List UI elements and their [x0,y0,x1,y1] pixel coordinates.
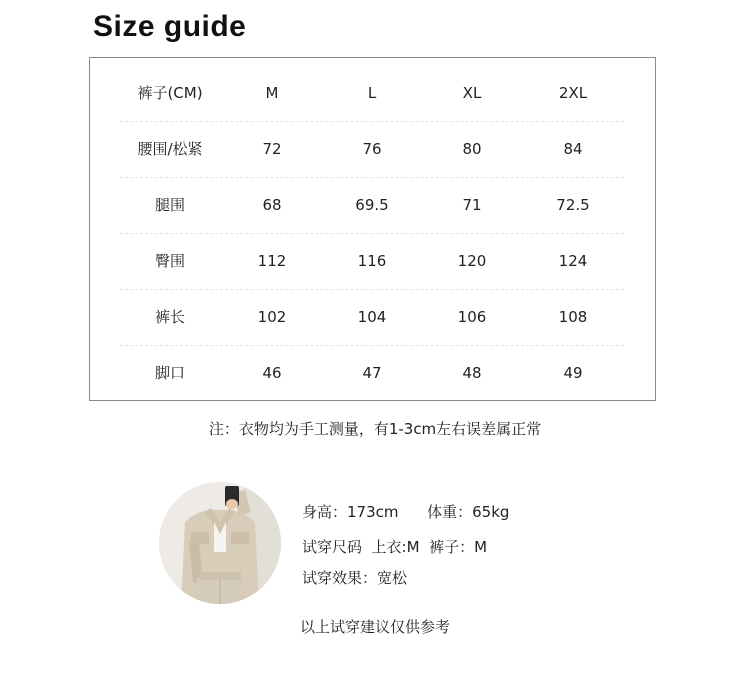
table-cell: 47 [362,364,382,382]
model-illustration [159,482,281,604]
column-header: 裤子(CM) [137,84,203,102]
row-label: 裤长 [154,308,185,326]
row-label: 脚口 [154,364,185,382]
table-cell: 76 [362,140,382,158]
table-cell: 71 [462,196,482,214]
table-cell: 69.5 [355,196,389,214]
table-cell: 102 [257,308,287,326]
model-try-size: 试穿尺码 上衣:M 裤子：M [302,538,488,556]
table-cell: 120 [457,252,487,270]
table-cell: 49 [563,364,583,382]
model-height: 身高：173cm [302,503,399,521]
table-cell: 108 [558,308,588,326]
page-title: Size guide [93,10,247,43]
table-cell: 68 [262,196,282,214]
table-cell: 46 [262,364,282,382]
model-weight: 体重：65kg [427,503,510,521]
table-cell: 104 [357,308,387,326]
table-row [120,289,624,346]
table-cell: 72 [262,140,282,158]
table-cell: 84 [563,140,583,158]
table-cell: 72.5 [556,196,590,214]
table-cell: 106 [457,308,487,326]
row-label: 腰围/松紧 [137,140,203,158]
footer-note: 以上试穿建议仅供参考 [299,618,450,636]
table-header-row [120,65,624,122]
column-header: M [265,84,279,102]
table-row [120,121,624,178]
table-cell: 48 [462,364,482,382]
table-row [120,233,624,290]
table-row [120,345,624,401]
size-table [89,57,656,401]
row-label: 臀围 [154,252,185,270]
row-label: 腿围 [154,196,185,214]
model-photo [159,482,281,604]
table-cell: 80 [462,140,482,158]
measurement-note: 注：衣物均为手工测量，有1-3cm左右误差属正常 [208,420,542,438]
model-fit: 试穿效果：宽松 [302,569,408,587]
table-row [120,177,624,234]
table-cell: 124 [558,252,588,270]
column-header: XL [462,84,482,102]
column-header: L [367,84,377,102]
model-height-weight [302,501,509,522]
column-header: 2XL [558,84,588,102]
table-cell: 112 [257,252,287,270]
table-cell: 116 [357,252,387,270]
